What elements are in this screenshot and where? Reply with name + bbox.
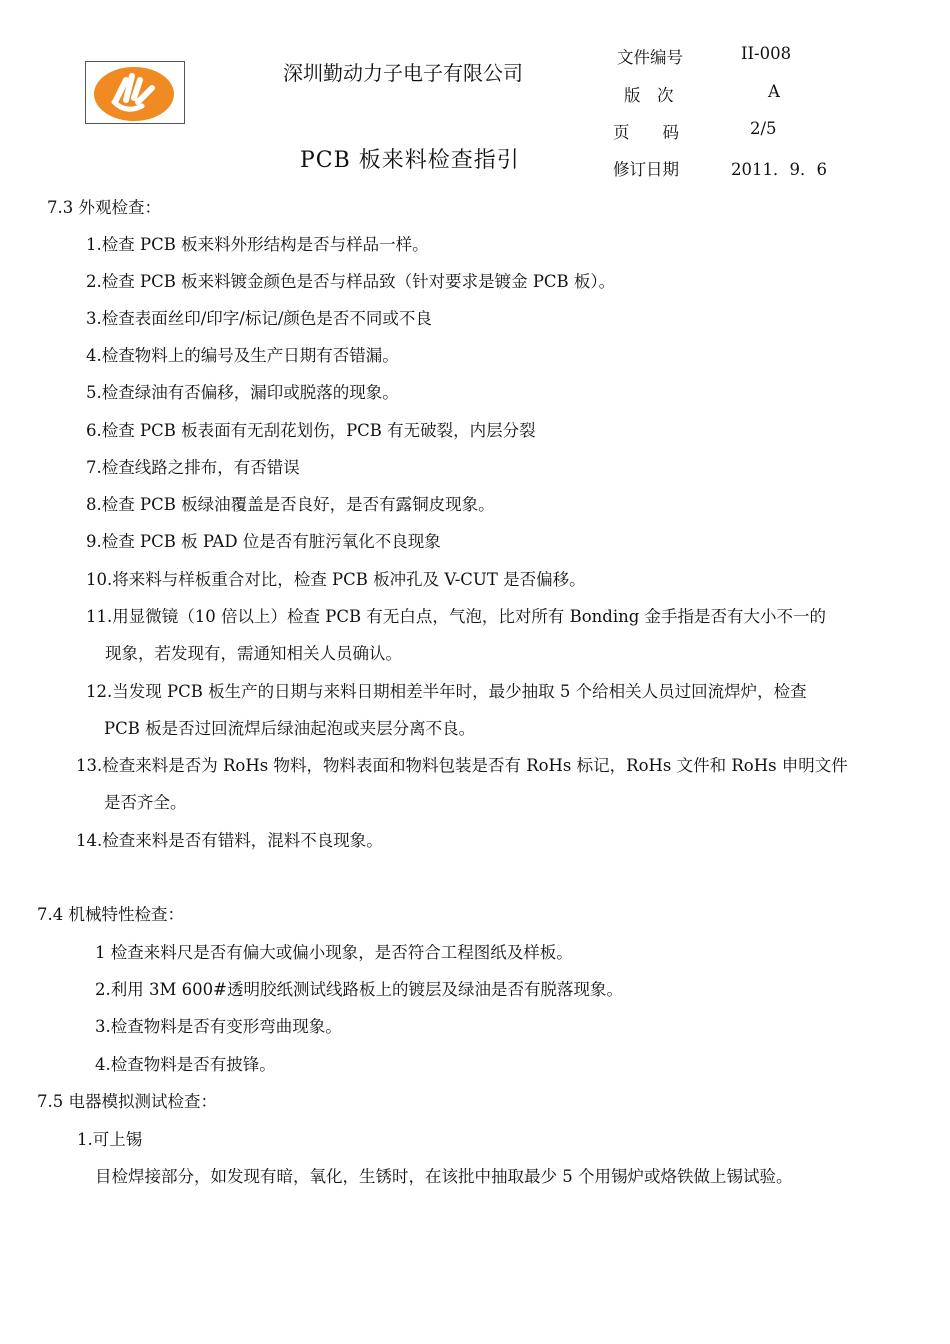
list-item: 12.当发现 PCB 板生产的日期与来料日期相差半年时，最少抽取 5 个给相关人员过回流焊炉，检查	[86, 682, 807, 701]
list-item: 9.检查 PCB 板 PAD 位是否有脏污氧化不良现象	[86, 532, 441, 551]
list-item-continuation: 现象，若发现有，需通知相关人员确认。	[105, 644, 402, 663]
list-item: 6.检查 PCB 板表面有无刮花划伤，PCB 有无破裂，内层分裂	[86, 421, 536, 440]
meta-value-doc-number: II-008	[741, 44, 792, 63]
meta-value-version: A	[768, 82, 780, 101]
list-item-description: 目检焊接部分，如发现有暗，氧化，生锈时，在该批中抽取最少 5 个用锡炉或烙铁做上锡试验。	[95, 1167, 793, 1186]
list-item: 5.检查绿油有否偏移，漏印或脱落的现象。	[86, 383, 399, 402]
section-heading: 7.3 外观检查：	[47, 198, 161, 217]
list-item: 1.检查 PCB 板来料外形结构是否与样品一样。	[86, 235, 429, 254]
list-item: 2.利用 3M 600#透明胶纸测试线路板上的镀层及绿油是否有脱落现象。	[95, 980, 623, 999]
meta-label-doc-number: 文件编号	[617, 48, 683, 67]
section-heading: 7.5 电器模拟测试检查：	[37, 1092, 217, 1111]
hand-logo-icon	[86, 62, 185, 124]
list-item: 14.检查来料是否有错料，混料不良现象。	[76, 831, 383, 850]
section-heading: 7.4 机械特性检查：	[37, 905, 184, 924]
list-item: 13.检查来料是否为 RoHs 物料，物料表面和物料包装是否有 RoHs 标记，RoHs 文件和 RoHs 申明文件	[76, 756, 848, 775]
list-item: 10.将来料与样板重合对比，检查 PCB 板冲孔及 V-CUT 是否偏移。	[86, 570, 586, 589]
document-title: PCB 板来料检查指引	[300, 148, 520, 173]
list-item: 2.检查 PCB 板来料镀金颜色是否与样品致（针对要求是镀金 PCB 板）。	[86, 272, 616, 291]
list-item: 11.用显微镜（10 倍以上）检查 PCB 有无白点，气泡，比对所有 Bonding 金手指是否有大小不一的	[86, 607, 827, 626]
meta-value-page: 2/5	[750, 119, 777, 138]
list-item: 8.检查 PCB 板绿油覆盖是否良好，是否有露铜皮现象。	[86, 495, 495, 514]
meta-label-page: 页 码	[613, 123, 679, 142]
meta-value-revision-date: 2011．9．6	[731, 160, 827, 179]
list-item: 3.检查物料是否有变形弯曲现象。	[95, 1017, 342, 1036]
list-item: 7.检查线路之排布，有否错误	[86, 458, 300, 477]
meta-label-revision-date: 修订日期	[613, 160, 679, 179]
company-name: 深圳勤动力子电子有限公司	[283, 61, 523, 85]
list-item-continuation: PCB 板是否过回流焊后绿油起泡或夹层分离不良。	[104, 719, 476, 738]
list-item: 1.可上锡	[77, 1130, 143, 1149]
list-item: 1 检查来料尺是否有偏大或偏小现象，是否符合工程图纸及样板。	[95, 943, 573, 962]
list-item-continuation: 是否齐全。	[104, 793, 187, 812]
meta-label-version: 版 次	[624, 86, 674, 105]
list-item: 4.检查物料是否有披锋。	[95, 1055, 276, 1074]
company-logo	[85, 61, 185, 124]
list-item: 4.检查物料上的编号及生产日期有否错漏。	[86, 346, 399, 365]
list-item: 3.检查表面丝印/印字/标记/颜色是否不同或不良	[86, 309, 432, 328]
